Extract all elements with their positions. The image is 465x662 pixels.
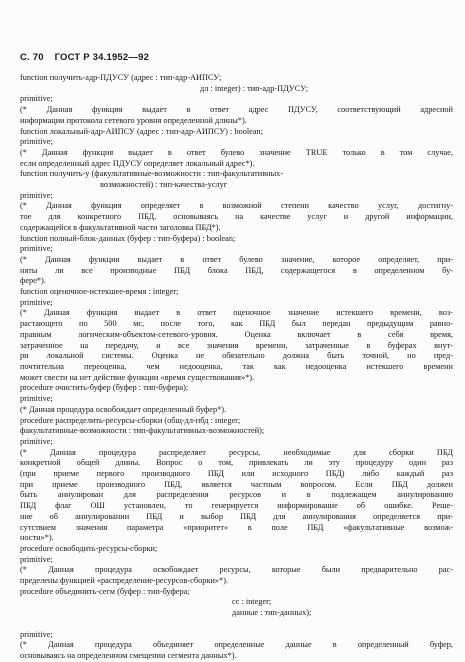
text-line: почтительна переоценка, чем недооценка, так как недооценка истекшего времени	[20, 361, 453, 371]
text-line: если определенный адрес ПДУСУ определяет локальный адрес*).	[20, 158, 255, 168]
text-line: primitive;	[20, 244, 53, 254]
text-line: primitive;	[20, 190, 53, 200]
text-line: ри локальной системы. Оценка не обязательно должна быть точной, но пред-	[20, 351, 453, 361]
text-line: факультативные-возможности : тип-факультативных-возможностей);	[20, 426, 265, 436]
text-line: function полный-блок-данных (буфер : тип-буфера) : boolean;	[20, 233, 236, 243]
text-line: ности»*).	[20, 533, 54, 543]
text-line: function получить-адр-ПДУСУ (адрес : тип-адр-АИПСУ;	[20, 73, 222, 82]
text-line: procedure освободить-ресурсы-сборки;	[20, 543, 158, 553]
text-line: procedure распределить-ресурсы-сборки (общ-дл-пбд : integer;	[20, 415, 241, 425]
text-line: (* Данная функция выдает в ответ адрес ПДУСУ, соответствующий адресной	[20, 105, 453, 115]
text-line: function оценочное-истекшее-время : integer;	[20, 287, 179, 297]
text-line: правным логическим-объектом-сетевого-уровня. Оценка включает в себя время,	[20, 329, 453, 339]
text-line: ПБД флаг ОШ установлен, то генерируется информирование об ошибке. Реше-	[20, 501, 453, 511]
text-line: затраченное на передачу, и все значения времени, затраченные в буферах внут-	[20, 340, 453, 350]
text-line: информации протокола сетевого уровня определенной длины*).	[20, 115, 247, 125]
text-line: данные : тип-данных);	[232, 608, 312, 618]
text-line: primitive;	[20, 436, 53, 446]
text-line: primitive;	[20, 394, 53, 404]
text-line: при приеме производного ПБД, является частным вопросом. Если ПБД должен	[20, 479, 453, 489]
text-line: procedure очистить-буфер (буфер : тип-буфера);	[20, 383, 189, 393]
text-line: (при приеме первого производного ПБД или исходного ПБД) либо каждый раз	[20, 469, 453, 479]
text-line: сс : integer;	[232, 597, 272, 607]
text-line: (* Данная функция выдает в ответ оценочное значение истекшего времени, воз-	[20, 308, 453, 318]
text-line: (* Данная процедура освобождает ресурсы, которые были предварительно рас-	[20, 565, 453, 575]
text-line: (* Данная функция выдает в ответ булево значение TRUE только в том случае,	[20, 147, 453, 157]
text-line: function получить-у (факультативные-возможности : тип-факультативных-	[20, 169, 284, 179]
text-line: пределены функцией «распределение-ресурсов-сборки»*).	[20, 576, 229, 586]
text-line: (* Данная процедура освобождает определенный буфер*).	[20, 404, 227, 414]
text-line: фере*).	[20, 276, 46, 286]
text-line: (* Данная функция выдает в ответ булево значение, которое определяет, при-	[20, 254, 453, 264]
text-line	[20, 619, 453, 630]
standard-code: ГОСТ Р 34.1952—92	[54, 52, 150, 63]
document-body	[20, 73, 453, 662]
text-line: ние об аннулировании ПБД и выбор ПБД для аннулирования определяется при-	[20, 511, 453, 521]
text-line: (* Данная процедура распределяет ресурсы, необходимые для сборки ПБД	[20, 447, 453, 457]
text-line: primitive;	[20, 629, 53, 639]
text-line: дл : integer) : тип-адр-ПДУСУ;	[200, 83, 309, 93]
text-line: (* Данная процедура объединяет определенные данные в определенный буфер,	[20, 640, 453, 650]
text-line: primitive;	[20, 554, 53, 564]
text-line: может свести на нет действие функции «время существования»*).	[20, 372, 255, 382]
text-line: возможностей) : тип-качества-услуг	[100, 180, 228, 190]
text-line: быть аннулирован для распределения ресурсов и в подлежащем аннулированию	[20, 490, 453, 500]
page-number: С. 70	[20, 52, 44, 63]
text-line: конкретной общей длины. Вопрос о том, привлекать ли эту процедуру один раз	[20, 458, 453, 468]
text-line: тое для конкретного ПБД, основываясь на качестве услуг и другой информации,	[20, 212, 453, 222]
text-line: основываясь на определенном смещении сегмента данных*).	[20, 650, 237, 660]
text-line: primitive;	[20, 137, 53, 147]
text-line: растающего по 500 мс, после того, как ПБД был передан предыдущим равно-	[20, 319, 453, 329]
text-line: function локальный-адр-АИПСУ (адрес : тип-адр-АИПСУ) : boolean;	[20, 126, 263, 136]
text-line: procedure объединить-сегм (буфер : тип-буфера;	[20, 586, 190, 596]
text-line: няты ли все производные ПБД блока ПБД, содержащегося в определенном бу-	[20, 265, 453, 275]
text-line: (* Данная функция определяет в возможной степени качество услуг, достигну-	[20, 201, 453, 211]
text-line: primitive;	[20, 94, 53, 104]
text-line: primitive;	[20, 297, 53, 307]
text-line: сутствием значения параметра «приоритет» в поле ПБД «факультативные возмож-	[20, 522, 453, 532]
text-line: содержащейся в факультативной части заголовка ПБД*).	[20, 222, 221, 232]
page-header	[20, 52, 157, 63]
